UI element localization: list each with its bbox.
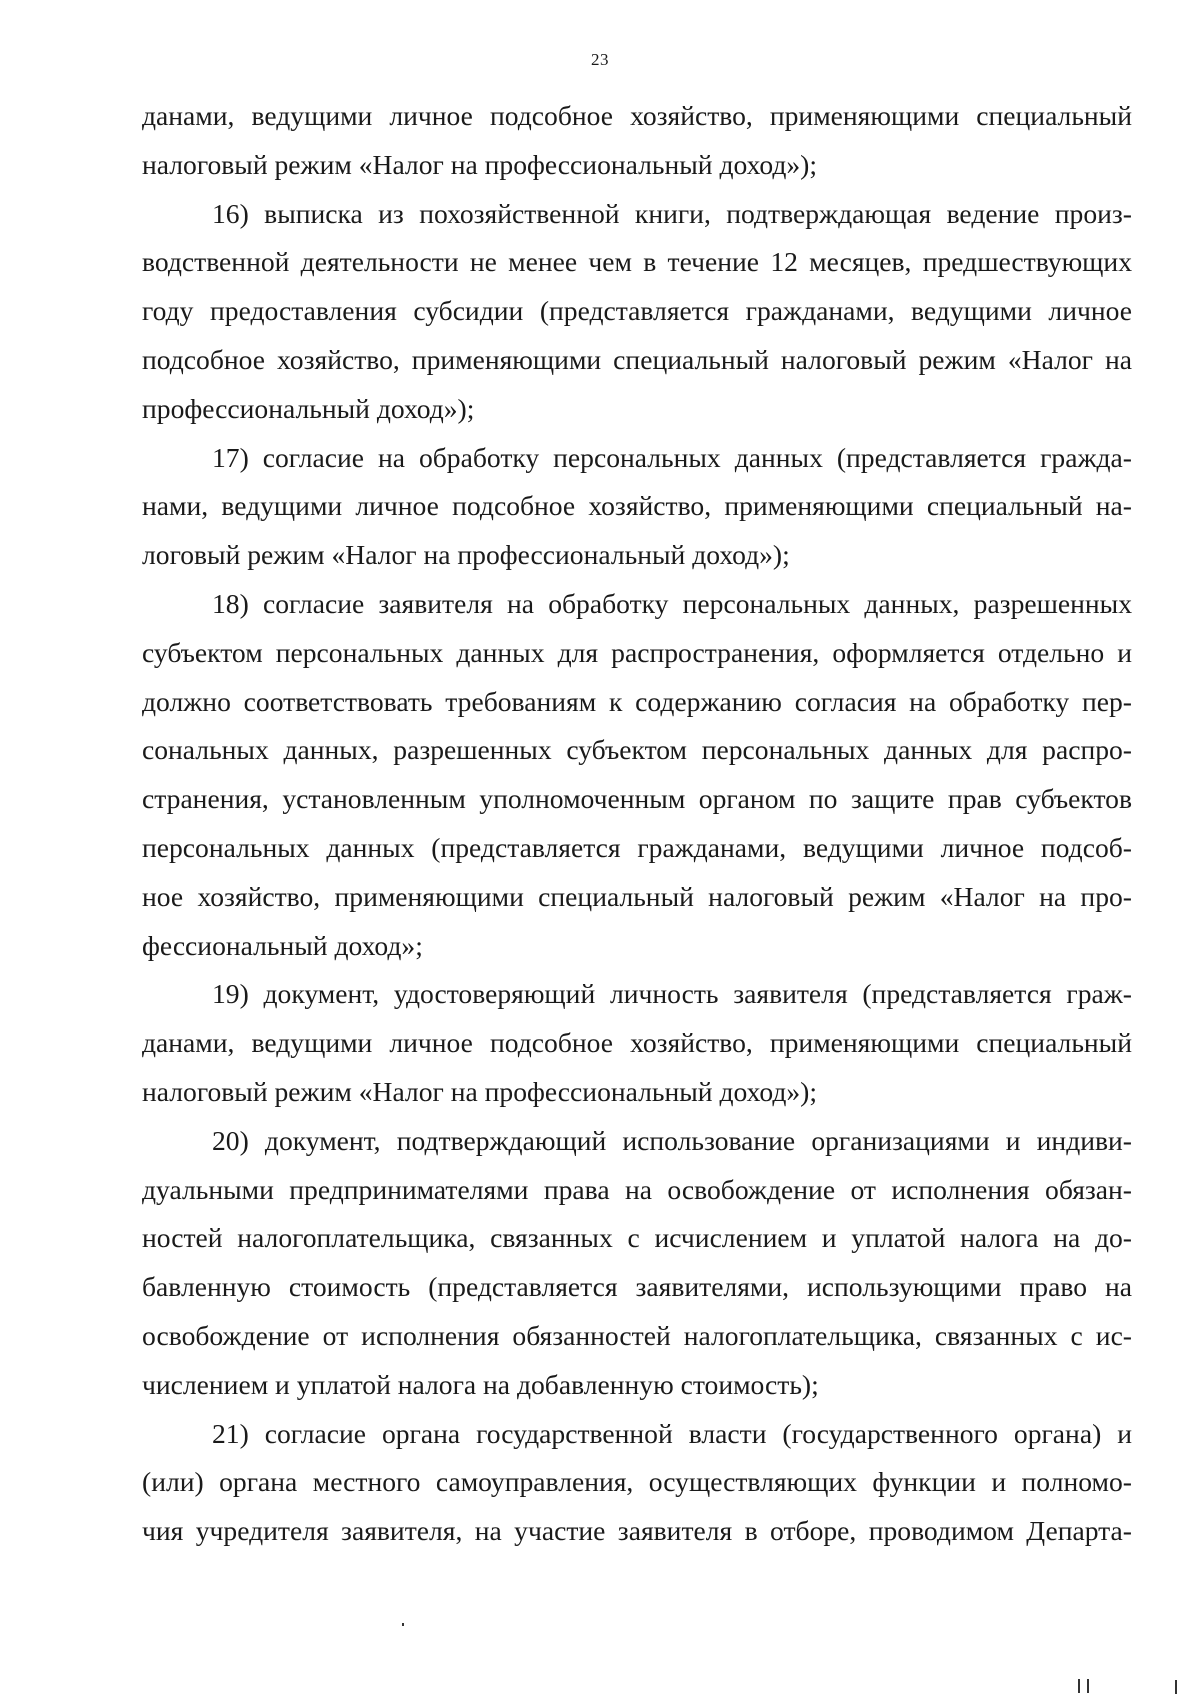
text-line: профессиональный доход»); [142, 392, 475, 424]
paragraph-item-20 [142, 1117, 1132, 1410]
text-line: ное хозяйство, применяющими специальный налоговый режим «Налог на про- [142, 880, 1132, 912]
text-line: 16) выписка из похозяйственной книги, подтверждающая ведение произ- [212, 197, 1132, 229]
scan-artifact-mark [1087, 1679, 1089, 1693]
text-line: данами, ведущими личное подсобное хозяйство, применяющими специальный [142, 1027, 1132, 1059]
text-line: освобождение от исполнения обязанностей налогоплательщика, связанных с ис- [142, 1319, 1132, 1351]
scan-artifact-mark [1078, 1679, 1080, 1693]
text-line: должно соответствовать требованиям к содержанию согласия на обработку пер- [142, 685, 1132, 717]
text-line: подсобное хозяйство, применяющими специальный налоговый режим «Налог на [142, 343, 1132, 375]
text-line: чия учредителя заявителя, на участие заявителя в отборе, проводимом Департа- [142, 1515, 1132, 1547]
text-line: ностей налогоплательщика, связанных с исчислением и уплатой налога на до- [142, 1222, 1132, 1254]
text-line: 19) документ, удостоверяющий личность заявителя (представляется граж- [212, 978, 1132, 1010]
text-line: 18) согласие заявителя на обработку персональных данных, разрешенных [212, 587, 1132, 619]
text-line: нами, ведущими личное подсобное хозяйство, применяющими специальный на- [142, 490, 1132, 522]
text-line: 17) согласие на обработку персональных данных (представляется гражда- [212, 441, 1132, 473]
text-line: налоговый режим «Налог на профессиональный доход»); [142, 148, 818, 180]
text-line: 20) документ, подтверждающий использование организациями и индиви- [212, 1124, 1132, 1156]
document-body [142, 92, 1132, 1556]
text-line: логовый режим «Налог на профессиональный доход»); [142, 539, 790, 571]
text-line: налоговый режим «Налог на профессиональный доход»); [142, 1075, 818, 1107]
text-line: персональных данных (представляется гражданами, ведущими личное подсоб- [142, 831, 1132, 863]
scan-artifact-mark [1175, 1680, 1177, 1694]
paragraph-continuation [142, 92, 1132, 190]
paragraph-item-16 [142, 190, 1132, 434]
paragraph-item-17 [142, 434, 1132, 580]
text-line: дуальными предпринимателями права на освобождение от исполнения обязан- [142, 1173, 1132, 1205]
text-line: субъектом персональных данных для распространения, оформляется отдельно и [142, 636, 1132, 668]
text-line: данами, ведущими личное подсобное хозяйство, применяющими специальный [142, 100, 1132, 131]
text-line: фессиональный доход»; [142, 929, 423, 961]
text-line: числением и уплатой налога на добавленную стоимость); [142, 1368, 819, 1400]
text-line: 21) согласие органа государственной власти (государственного органа) и [212, 1417, 1132, 1449]
paragraph-item-19 [142, 970, 1132, 1116]
text-line: странения, установленным уполномоченным органом по защите прав субъектов [142, 783, 1132, 815]
text-line: сональных данных, разрешенных субъектом персональных данных для распро- [142, 734, 1132, 766]
text-line: водственной деятельности не менее чем в течение 12 месяцев, предшествующих [142, 246, 1132, 278]
paragraph-item-18 [142, 580, 1132, 970]
paragraph-item-21 [142, 1410, 1132, 1556]
text-line: году предоставления субсидии (представляется гражданами, ведущими личное [142, 295, 1132, 327]
text-line: (или) органа местного самоуправления, осуществляющих функции и полномо- [142, 1466, 1132, 1498]
page-number: 23 [591, 50, 609, 69]
scan-artifact-dot [402, 1623, 404, 1626]
text-line: бавленную стоимость (представляется заявителями, использующими право на [142, 1271, 1132, 1303]
